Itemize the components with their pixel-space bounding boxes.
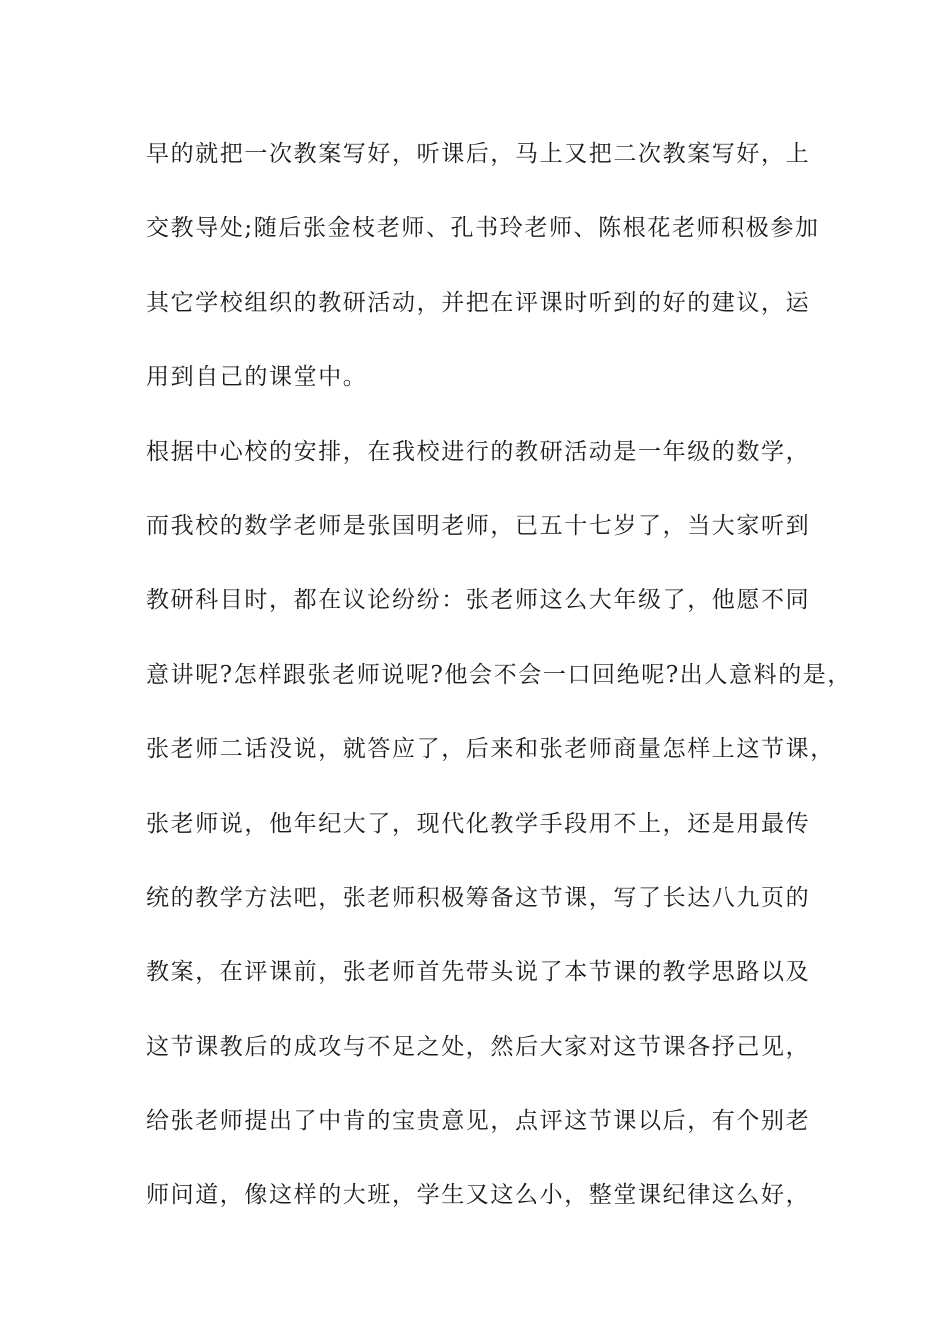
text-line: 教案，在评课前，张老师首先带头说了本节课的教学思路以及 xyxy=(146,959,811,986)
text-line: 张老师二话没说，就答应了，后来和张老师商量怎样上这节课， xyxy=(146,736,835,763)
text-line: 根据中心校的安排，在我校进行的教研活动是一年级的数学， xyxy=(146,438,811,465)
text-line: 早的就把一次教案写好，听课后，马上又把二次教案写好，上 xyxy=(146,141,811,167)
text-line: 交教导处;随后张金枝老师、孔书玲老师、陈根花老师积极参加 xyxy=(146,215,820,242)
text-line: 教研科目时，都在议论纷纷：张老师这么大年级了，他愿不同 xyxy=(146,587,811,614)
text-line: 而我校的数学老师是张国明老师，已五十七岁了，当大家听到 xyxy=(146,512,811,539)
text-line: 其它学校组织的教研活动，并把在评课时听到的好的建议，运 xyxy=(146,289,811,316)
text-line: 张老师说，他年纪大了，现代化教学手段用不上，还是用最传 xyxy=(146,810,811,837)
text-line: 师问道，像这样的大班，学生又这么小，整堂课纪律这么好， xyxy=(146,1182,811,1209)
text-line: 给张老师提出了中肯的宝贵意见，点评这节课以后，有个别老 xyxy=(146,1108,811,1135)
text-line: 这节课教后的成攻与不足之处，然后大家对这节课各抒己见， xyxy=(146,1033,811,1060)
text-line: 统的教学方法吧，张老师积极筹备这节课，写了长达八九页的 xyxy=(146,884,811,911)
text-line: 用到自己的课堂中。 xyxy=(146,364,368,391)
text-line: 意讲呢?怎样跟张老师说呢?他会不会一口回绝呢?出人意料的是， xyxy=(146,661,852,688)
body-text xyxy=(146,127,852,1243)
